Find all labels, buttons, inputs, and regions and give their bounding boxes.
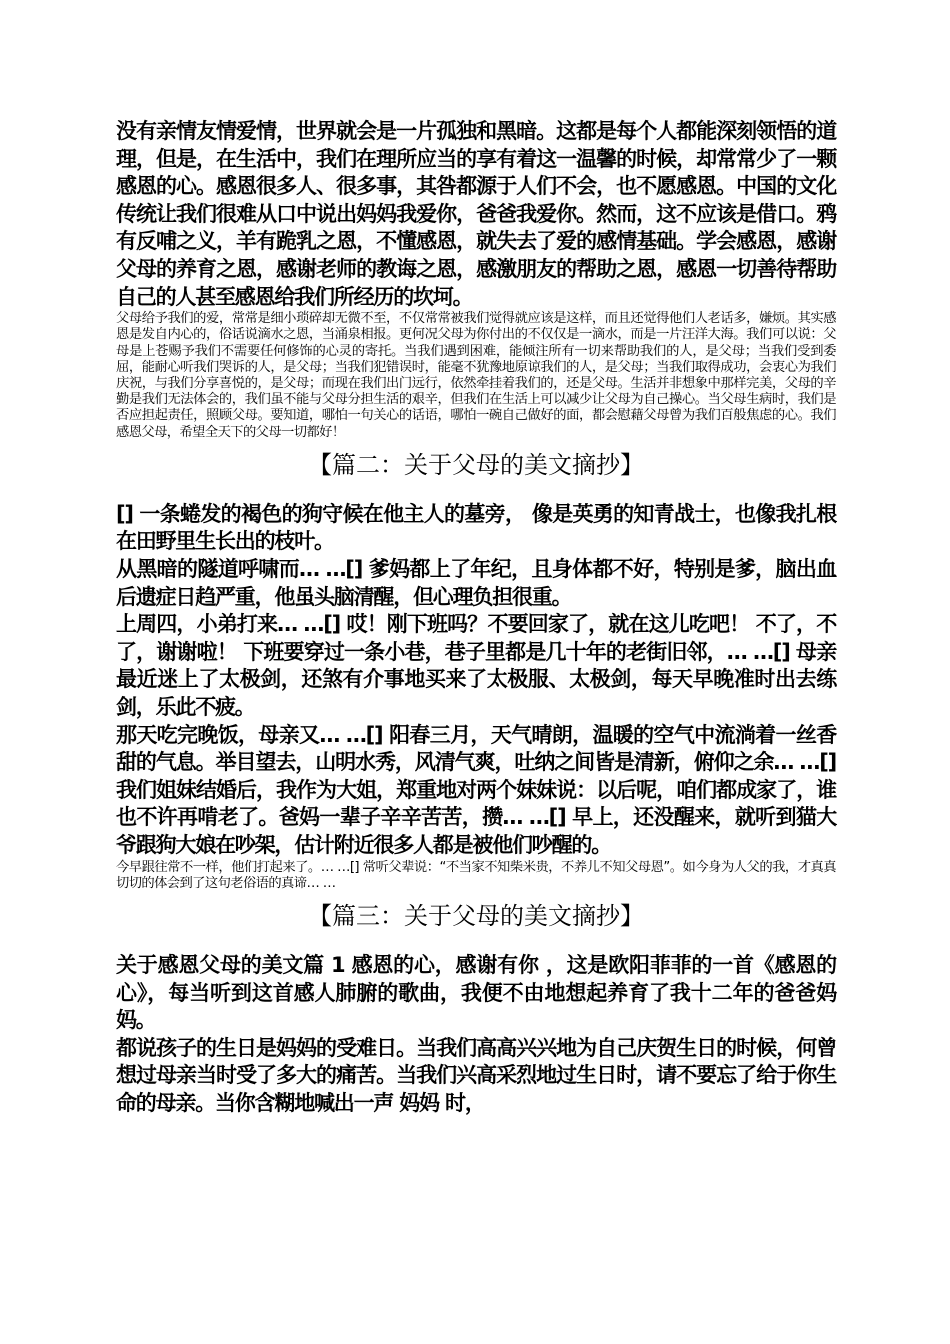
intro-small-paragraph: 父母给予我们的爱，常常是细小琐碎却无微不至，不仅常常被我们觉得就应该是这样，而且还觉得他们人老话多，嫌烦。其实感恩是发自内心的，俗话说滴水之恩，当涌泉相报。更何况父母为你付出的不仅仅是一滴水，而是一片汪洋大海。我们可以说：父母是上苍赐予我们不需要任何修饰的心灵的寄托。当我们遇到困难，能倾注所有一切来帮助我们的人，是父母；当我们受到委屈，能耐心听我们哭诉的人，是父母；当我们犯错误时，能毫不犹豫地原谅我们的人，是父母；当我们取得成功，会衷心为我们庆祝，与我们分享喜悦的，是父母；而现在我们出门远行，依然牵挂着我们的，还是父母。生活并非想象中那样完美，父母的辛勤是我们无法体会的，我们虽不能与父母分担生活的艰辛，但我们在生活上可以减少让父母为自己操心。当父母生病时，我们是否应担起责任，照顾父母。要知道，哪怕一句关心的话语，哪怕一碗自己做好的面，都会慰藉父母曾为我们百般焦虑的心。我们感恩父母，希望全天下的父母一切都好！ [116,311,836,440]
document-page [116,118,836,1117]
section-two-paragraph-1: [] 一条蜷发的褐色的狗守候在他主人的墓旁， 像是英勇的知青战士，也像我扎根在田野里生长出的枝叶。 [116,501,836,554]
section-three-heading: 【篇三：关于父母的美文摘抄】 [308,901,644,930]
section-two-heading: 【篇二：关于父母的美文摘抄】 [308,450,644,479]
section-two-small-paragraph: 今早跟往常不一样，他们打起来了。… …[] 常听父辈说：“不当家不知柴米贵，不养儿不知父母恩”。如今身为人父的我，才真真切切的体会到了这句老俗语的真谛… … [116,859,836,891]
section-two-paragraph-3: 上周四，小弟打来… …[] 哎！刚下班吗？不要回家了，就在这儿吃吧！ 不了，不了，谢谢啦！ 下班要穿过一条小巷，巷子里都是几十年的老街旧邻，… …[] 母亲最近迷上了太极剑，还煞有介事地买来了太极服、太极剑，每天早晚准时出去练剑，乐此不疲。 [116,612,836,719]
section-three-paragraph-2: 都说孩子的生日是妈妈的受难日。当我们高高兴兴地为自己庆贺生日的时候，何曾想过母亲当时受了多大的痛苦。当我们兴高采烈地过生日时，请不要忘了给于你生命的母亲。当你含糊地喊出一声 妈妈 时， [116,1035,836,1115]
section-three-paragraph-1: 关于感恩父母的美文篇 1 感恩的心，感谢有你 ，这是欧阳菲菲的一首《感恩的心》，每当听到这首感人肺腑的歌曲，我便不由地想起养育了我十二年的爸爸妈妈。 [116,952,836,1033]
section-two-paragraph-4: 那天吃完晚饭，母亲又… …[] 阳春三月，天气晴朗，温暖的空气中流淌着一丝香甜的气息。举目望去，山明水秀，风清气爽，吐纳之间皆是清新，俯仰之余… …[] 我们姐妹结婚后，我作为大姐，郑重地对两个妹妹说：以后呢，咱们都成家了，谁也不许再啃老了。爸妈一辈子辛辛苦苦，攒… …[] 早上，还没醒来，就听到猫大爷跟狗大娘在吵架，估计附近很多人都是被他们吵醒的。 [116,722,836,857]
intro-bold-paragraph: 没有亲情友情爱情，世界就会是一片孤独和黑暗。这都是每个人都能深刻领悟的道理，但是，在生活中，我们在理所应当的享有着这一温馨的时候，却常常少了一颗感恩的心。感恩很多人、很多事，其咎都源于人们不会，也不愿感恩。中国的文化传统让我们很难从口中说出妈妈我爱你，爸爸我爱你。然而，这不应该是借口。鸦有反哺之义，羊有跪乳之恩，不懂感恩，就失去了爱的感情基础。学会感恩，感谢父母的养育之恩，感谢老师的教诲之恩，感激朋友的帮助之恩，感恩一切善待帮助自己的人甚至感恩给我们所经历的坎坷。 [116,119,836,309]
section-two-paragraph-2: 从黑暗的隧道呼啸而… …[] 爹妈都上了年纪，且身体都不好，特别是爹，脑出血后遗症日趋严重，他虽头脑清醒，但心理负担很重。 [116,556,836,609]
